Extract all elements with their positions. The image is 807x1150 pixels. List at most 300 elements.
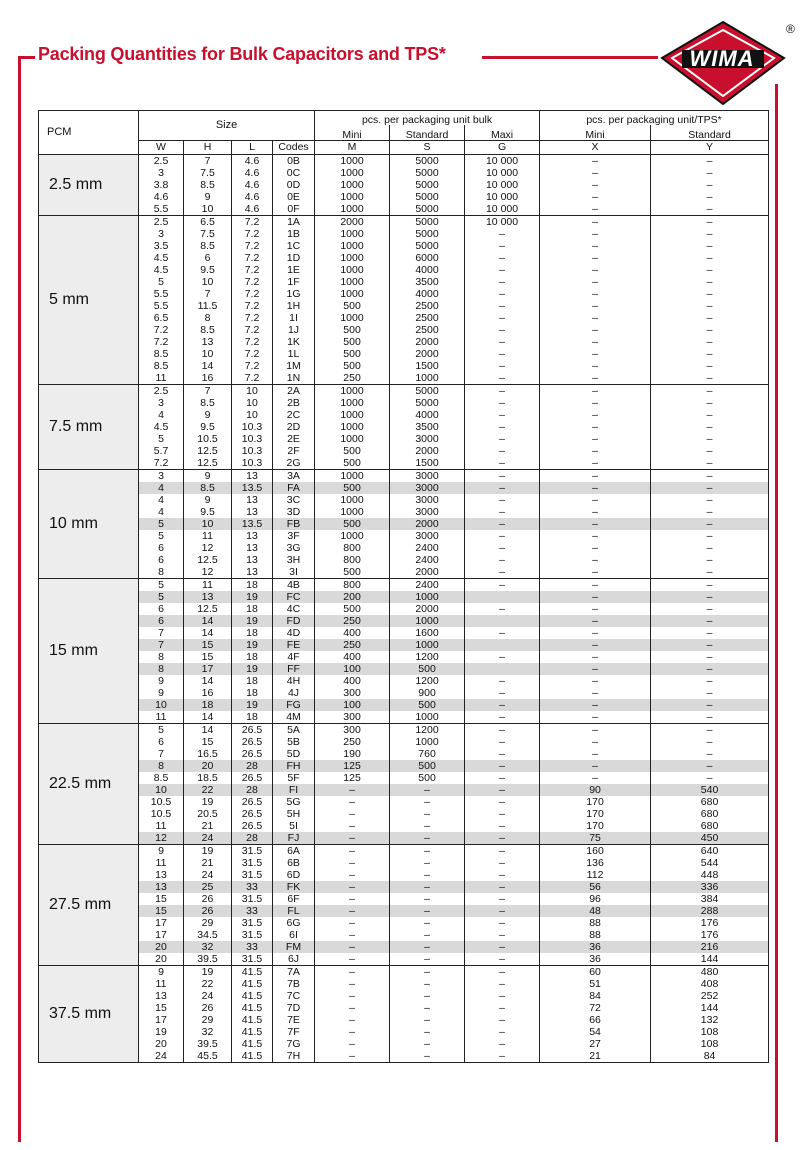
cell-h: 16.5: [184, 748, 232, 760]
cell-l: 41.5: [232, 1038, 273, 1050]
table-row: [39, 820, 769, 832]
cell-x: –: [540, 312, 651, 324]
cell-x: –: [540, 760, 651, 772]
cell-s: 1200: [390, 724, 465, 737]
cell-g: –: [465, 252, 540, 264]
cell-w: 3.8: [139, 179, 184, 191]
cell-m: 1000: [315, 470, 390, 483]
cell-y: –: [651, 397, 769, 409]
cell-h: 20: [184, 760, 232, 772]
cell-x: –: [540, 470, 651, 483]
cell-l: 31.5: [232, 845, 273, 858]
cell-g: [465, 663, 540, 675]
cell-g: –: [465, 457, 540, 470]
cell-h: 24: [184, 832, 232, 845]
cell-h: 9: [184, 494, 232, 506]
cell-code: 2F: [273, 445, 315, 457]
cell-code: 7E: [273, 1014, 315, 1026]
cell-s: 2000: [390, 603, 465, 615]
cell-w: 5: [139, 518, 184, 530]
cell-code: 1N: [273, 372, 315, 385]
cell-y: –: [651, 591, 769, 603]
cell-m: –: [315, 832, 390, 845]
cell-l: 10.3: [232, 421, 273, 433]
cell-h: 26: [184, 905, 232, 917]
cell-g: –: [465, 518, 540, 530]
cell-h: 22: [184, 978, 232, 990]
cell-code: 4C: [273, 603, 315, 615]
cell-w: 8: [139, 651, 184, 663]
cell-code: 3A: [273, 470, 315, 483]
cell-l: 26.5: [232, 820, 273, 832]
cell-x: –: [540, 348, 651, 360]
cell-m: –: [315, 929, 390, 941]
cell-w: 17: [139, 1014, 184, 1026]
cell-w: 6: [139, 603, 184, 615]
cell-l: 41.5: [232, 1050, 273, 1063]
cell-y: –: [651, 409, 769, 421]
cell-code: 7F: [273, 1026, 315, 1038]
cell-code: 5F: [273, 772, 315, 784]
cell-s: 2000: [390, 336, 465, 348]
cell-h: 29: [184, 1014, 232, 1026]
cell-s: 1600: [390, 627, 465, 639]
cell-l: 7.2: [232, 372, 273, 385]
cell-y: 448: [651, 869, 769, 881]
cell-s: 1000: [390, 591, 465, 603]
cell-y: 288: [651, 905, 769, 917]
cell-h: 8.5: [184, 179, 232, 191]
cell-code: 4F: [273, 651, 315, 663]
cell-s: 2400: [390, 579, 465, 592]
cell-h: 29: [184, 917, 232, 929]
table-row: [39, 603, 769, 615]
cell-y: –: [651, 603, 769, 615]
cell-l: 18: [232, 579, 273, 592]
cell-y: 450: [651, 832, 769, 845]
table-row: [39, 264, 769, 276]
cell-code: 1K: [273, 336, 315, 348]
cell-w: 7.2: [139, 324, 184, 336]
cell-m: 1000: [315, 179, 390, 191]
cell-g: –: [465, 941, 540, 953]
cell-g: –: [465, 820, 540, 832]
cell-code: 5A: [273, 724, 315, 737]
cell-y: 252: [651, 990, 769, 1002]
cell-w: 5: [139, 591, 184, 603]
cell-g: –: [465, 966, 540, 979]
cell-w: 7: [139, 639, 184, 651]
cell-m: 500: [315, 566, 390, 579]
cell-l: 31.5: [232, 929, 273, 941]
cell-y: 544: [651, 857, 769, 869]
cell-w: 10: [139, 699, 184, 711]
cell-l: 31.5: [232, 893, 273, 905]
cell-y: –: [651, 663, 769, 675]
cell-w: 8: [139, 663, 184, 675]
cell-m: 250: [315, 736, 390, 748]
cell-h: 13: [184, 336, 232, 348]
cell-g: –: [465, 348, 540, 360]
cell-w: 9: [139, 687, 184, 699]
cell-m: 500: [315, 336, 390, 348]
cell-l: 10.3: [232, 445, 273, 457]
cell-m: 2000: [315, 216, 390, 229]
cell-h: 24: [184, 869, 232, 881]
cell-code: FL: [273, 905, 315, 917]
cell-g: –: [465, 312, 540, 324]
cell-s: –: [390, 845, 465, 858]
cell-y: –: [651, 288, 769, 300]
cell-code: 6A: [273, 845, 315, 858]
cell-y: –: [651, 421, 769, 433]
cell-h: 10: [184, 348, 232, 360]
cell-s: 5000: [390, 385, 465, 398]
cell-l: 13: [232, 530, 273, 542]
cell-s: 5000: [390, 216, 465, 229]
cell-code: FG: [273, 699, 315, 711]
cell-w: 5: [139, 433, 184, 445]
cell-code: 2E: [273, 433, 315, 445]
cell-x: –: [540, 675, 651, 687]
cell-g: –: [465, 990, 540, 1002]
cell-x: 136: [540, 857, 651, 869]
cell-code: 2A: [273, 385, 315, 398]
cell-g: –: [465, 530, 540, 542]
cell-l: 26.5: [232, 796, 273, 808]
cell-l: 13: [232, 506, 273, 518]
cell-g: 10 000: [465, 203, 540, 216]
cell-s: 3000: [390, 470, 465, 483]
cell-y: –: [651, 300, 769, 312]
cell-y: –: [651, 530, 769, 542]
cell-l: 31.5: [232, 869, 273, 881]
cell-s: –: [390, 869, 465, 881]
cell-s: 5000: [390, 155, 465, 168]
pcm-group-label: 5 mm: [39, 216, 139, 385]
table-row: [39, 421, 769, 433]
cell-w: 15: [139, 893, 184, 905]
cell-x: 84: [540, 990, 651, 1002]
cell-x: –: [540, 772, 651, 784]
cell-w: 2.5: [139, 155, 184, 168]
cell-code: 6D: [273, 869, 315, 881]
x-header: X: [540, 141, 651, 155]
tps-standard-header: Standard: [651, 125, 769, 141]
cell-code: FM: [273, 941, 315, 953]
table-row: [39, 312, 769, 324]
cell-m: –: [315, 978, 390, 990]
cell-w: 5.5: [139, 203, 184, 216]
cell-y: –: [651, 445, 769, 457]
cell-h: 8.5: [184, 482, 232, 494]
cell-h: 12.5: [184, 445, 232, 457]
cell-h: 15: [184, 736, 232, 748]
cell-h: 39.5: [184, 953, 232, 966]
cell-m: –: [315, 905, 390, 917]
cell-s: 2500: [390, 300, 465, 312]
cell-l: 13.5: [232, 482, 273, 494]
cell-h: 7: [184, 155, 232, 168]
table-row: [39, 1002, 769, 1014]
cell-y: –: [651, 566, 769, 579]
table-row: [39, 784, 769, 796]
cell-g: –: [465, 579, 540, 592]
cell-x: –: [540, 216, 651, 229]
cell-code: 6J: [273, 953, 315, 966]
cell-g: 10 000: [465, 216, 540, 229]
cell-m: 1000: [315, 397, 390, 409]
cell-h: 9: [184, 409, 232, 421]
cell-g: –: [465, 699, 540, 711]
cell-x: –: [540, 591, 651, 603]
cell-h: 14: [184, 615, 232, 627]
cell-s: –: [390, 929, 465, 941]
cell-g: –: [465, 627, 540, 639]
cell-y: –: [651, 639, 769, 651]
pcm-group-label: 10 mm: [39, 470, 139, 579]
cell-m: 1000: [315, 409, 390, 421]
cell-w: 15: [139, 905, 184, 917]
cell-w: 4: [139, 506, 184, 518]
cell-h: 32: [184, 1026, 232, 1038]
cell-m: 300: [315, 711, 390, 724]
cell-code: 5H: [273, 808, 315, 820]
cell-m: 1000: [315, 288, 390, 300]
cell-x: 88: [540, 917, 651, 929]
cell-g: –: [465, 796, 540, 808]
table-row: [39, 445, 769, 457]
table-row: [39, 760, 769, 772]
cell-g: –: [465, 506, 540, 518]
cell-h: 10.5: [184, 433, 232, 445]
cell-h: 19: [184, 796, 232, 808]
cell-code: FD: [273, 615, 315, 627]
cell-x: –: [540, 518, 651, 530]
cell-y: –: [651, 264, 769, 276]
cell-s: –: [390, 917, 465, 929]
cell-x: –: [540, 421, 651, 433]
cell-code: 5D: [273, 748, 315, 760]
cell-m: 1000: [315, 228, 390, 240]
cell-g: –: [465, 978, 540, 990]
cell-m: 500: [315, 457, 390, 470]
cell-x: –: [540, 385, 651, 398]
cell-y: –: [651, 736, 769, 748]
tps-group-header: pcs. per packaging unit/TPS*: [540, 111, 769, 126]
cell-x: 160: [540, 845, 651, 858]
cell-w: 7.2: [139, 336, 184, 348]
table-row: [39, 1038, 769, 1050]
cell-h: 8: [184, 312, 232, 324]
cell-s: 5000: [390, 167, 465, 179]
cell-w: 15: [139, 1002, 184, 1014]
cell-l: 26.5: [232, 748, 273, 760]
cell-w: 7: [139, 627, 184, 639]
cell-s: 1500: [390, 360, 465, 372]
cell-g: –: [465, 482, 540, 494]
cell-s: 2400: [390, 542, 465, 554]
cell-y: –: [651, 385, 769, 398]
cell-g: –: [465, 845, 540, 858]
cell-g: –: [465, 1050, 540, 1063]
cell-h: 15: [184, 639, 232, 651]
cell-s: 5000: [390, 228, 465, 240]
cell-y: –: [651, 179, 769, 191]
cell-g: –: [465, 881, 540, 893]
cell-s: 3000: [390, 433, 465, 445]
frame-line-right: [775, 84, 778, 1142]
table-row: [39, 663, 769, 675]
table-row: [39, 397, 769, 409]
cell-h: 14: [184, 627, 232, 639]
cell-code: 5G: [273, 796, 315, 808]
cell-l: 13: [232, 470, 273, 483]
cell-s: 2500: [390, 324, 465, 336]
cell-m: –: [315, 893, 390, 905]
cell-l: 41.5: [232, 978, 273, 990]
table-row: [39, 530, 769, 542]
cell-x: –: [540, 506, 651, 518]
cell-y: 680: [651, 808, 769, 820]
table-row: [39, 506, 769, 518]
cell-m: 1000: [315, 167, 390, 179]
cell-m: 500: [315, 300, 390, 312]
cell-m: –: [315, 1002, 390, 1014]
cell-w: 8: [139, 566, 184, 579]
cell-g: –: [465, 1026, 540, 1038]
table-row: [39, 857, 769, 869]
cell-w: 3: [139, 167, 184, 179]
cell-s: 500: [390, 772, 465, 784]
cell-m: 1000: [315, 191, 390, 203]
cell-g: [465, 591, 540, 603]
cell-m: 1000: [315, 494, 390, 506]
cell-code: 3I: [273, 566, 315, 579]
cell-code: 1I: [273, 312, 315, 324]
cell-y: –: [651, 155, 769, 168]
cell-h: 8.5: [184, 397, 232, 409]
cell-l: 41.5: [232, 1026, 273, 1038]
cell-y: 480: [651, 966, 769, 979]
cell-h: 17: [184, 663, 232, 675]
cell-x: 90: [540, 784, 651, 796]
table-row: [39, 179, 769, 191]
wima-logo: [660, 18, 800, 118]
cell-l: 10: [232, 397, 273, 409]
cell-x: 112: [540, 869, 651, 881]
cell-w: 6: [139, 542, 184, 554]
cell-s: 5000: [390, 191, 465, 203]
cell-w: 4: [139, 494, 184, 506]
cell-m: 1000: [315, 385, 390, 398]
cell-code: 5B: [273, 736, 315, 748]
cell-l: 18: [232, 687, 273, 699]
cell-g: –: [465, 675, 540, 687]
cell-s: –: [390, 990, 465, 1002]
cell-y: –: [651, 687, 769, 699]
cell-l: 7.2: [232, 288, 273, 300]
cell-h: 9: [184, 191, 232, 203]
cell-w: 5: [139, 579, 184, 592]
cell-l: 41.5: [232, 990, 273, 1002]
cell-y: –: [651, 457, 769, 470]
cell-w: 10.5: [139, 796, 184, 808]
cell-m: –: [315, 917, 390, 929]
cell-m: 1000: [315, 155, 390, 168]
cell-w: 20: [139, 1038, 184, 1050]
cell-s: 2400: [390, 554, 465, 566]
table-row: [39, 808, 769, 820]
cell-l: 28: [232, 832, 273, 845]
cell-m: 400: [315, 627, 390, 639]
cell-w: 10.5: [139, 808, 184, 820]
tps-mini-header: Mini: [540, 125, 651, 141]
cell-s: 5000: [390, 179, 465, 191]
cell-g: –: [465, 1002, 540, 1014]
cell-y: –: [651, 748, 769, 760]
table-row: [39, 917, 769, 929]
cell-g: –: [465, 893, 540, 905]
cell-code: 7D: [273, 1002, 315, 1014]
cell-y: –: [651, 252, 769, 264]
cell-x: –: [540, 276, 651, 288]
cell-code: 1F: [273, 276, 315, 288]
cell-x: –: [540, 228, 651, 240]
cell-h: 19: [184, 966, 232, 979]
cell-s: 2000: [390, 566, 465, 579]
cell-g: –: [465, 736, 540, 748]
frame-line-left: [18, 56, 21, 1142]
cell-w: 20: [139, 953, 184, 966]
cell-g: –: [465, 832, 540, 845]
cell-code: 1H: [273, 300, 315, 312]
cell-h: 7.5: [184, 228, 232, 240]
table-row: [39, 167, 769, 179]
cell-m: –: [315, 1050, 390, 1063]
cell-h: 12.5: [184, 603, 232, 615]
cell-w: 13: [139, 881, 184, 893]
cell-h: 8.5: [184, 324, 232, 336]
cell-g: –: [465, 1038, 540, 1050]
cell-g: –: [465, 433, 540, 445]
cell-h: 15: [184, 651, 232, 663]
cell-l: 18: [232, 627, 273, 639]
cell-x: 88: [540, 929, 651, 941]
cell-s: –: [390, 893, 465, 905]
cell-g: –: [465, 724, 540, 737]
cell-x: 36: [540, 953, 651, 966]
cell-code: 0B: [273, 155, 315, 168]
table-row: [39, 736, 769, 748]
cell-m: 1000: [315, 433, 390, 445]
cell-y: 108: [651, 1038, 769, 1050]
table-row: [39, 482, 769, 494]
cell-y: 408: [651, 978, 769, 990]
cell-code: FJ: [273, 832, 315, 845]
cell-x: –: [540, 433, 651, 445]
mini-header: Mini: [315, 125, 390, 141]
cell-w: 17: [139, 917, 184, 929]
cell-m: –: [315, 796, 390, 808]
cell-code: 5I: [273, 820, 315, 832]
cell-code: FB: [273, 518, 315, 530]
cell-y: –: [651, 433, 769, 445]
cell-y: –: [651, 228, 769, 240]
cell-l: 7.2: [232, 312, 273, 324]
cell-code: 6G: [273, 917, 315, 929]
cell-code: 3F: [273, 530, 315, 542]
